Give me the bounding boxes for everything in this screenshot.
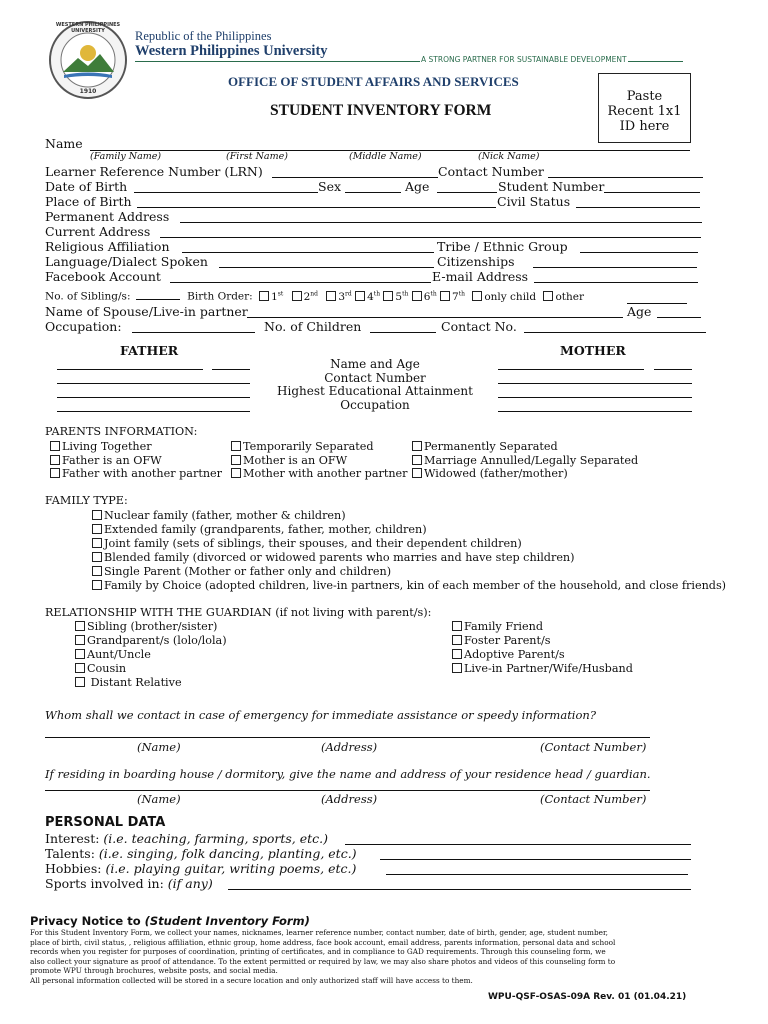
- nick-name-sublabel: (Nick Name): [478, 151, 540, 162]
- parents-info-option[interactable]: Mother is an OFW: [231, 454, 408, 468]
- checkbox[interactable]: [543, 291, 553, 301]
- checkbox[interactable]: [92, 524, 102, 534]
- emergency-contact-label: (Contact Number): [540, 740, 647, 754]
- seal-text: WESTERN PHILIPPINES UNIVERSITY: [55, 22, 121, 34]
- birth-order-2-option[interactable]: 2nd: [292, 291, 318, 303]
- emergency-address-label: (Address): [321, 740, 378, 754]
- emergency-name-label: (Name): [137, 740, 181, 754]
- privacy-body: [30, 928, 742, 986]
- family-type-option[interactable]: Single Parent (Mother or father only and children): [92, 565, 726, 579]
- permanent-address-field[interactable]: [180, 222, 702, 223]
- birth-order-4-option[interactable]: 4th: [355, 291, 380, 303]
- photo-box: [598, 73, 691, 143]
- privacy-line: promote WPU through brochures, website posts, and social media.: [30, 966, 278, 976]
- university-seal: [48, 20, 128, 100]
- family-type-option[interactable]: Nuclear family (father, mother & children): [92, 509, 726, 523]
- citizenship-field[interactable]: [533, 267, 697, 268]
- tagline: A STRONG PARTNER FOR SUSTAINABLE DEVELOPMENT: [421, 55, 627, 64]
- seal-year: 1910: [79, 88, 97, 95]
- parent-occupation-label: Occupation: [340, 398, 410, 413]
- boarding-contact-label: (Contact Number): [540, 792, 647, 806]
- checkbox[interactable]: [75, 635, 85, 645]
- checkbox[interactable]: [472, 291, 482, 301]
- privacy-line: For this Student Inventory Form, we collect your names, nicknames, learner reference number, contact number, date of birth, gender, age, student number,: [30, 928, 608, 937]
- checkbox[interactable]: [412, 455, 422, 465]
- university-name: Western Philippines University: [135, 43, 328, 59]
- siblings-label: No. of Sibling/s:: [45, 290, 131, 303]
- language-label: Language/Dialect Spoken: [45, 254, 208, 269]
- spouse-label: Name of Spouse/Live-in partner: [45, 304, 248, 319]
- birth-order-6-option[interactable]: 6th: [412, 291, 437, 303]
- family-type-option[interactable]: Family by Choice (adopted children, live-in partners, kin of each member of the household, and close friends): [92, 579, 726, 593]
- guardian-title: RELATIONSHIP WITH THE GUARDIAN (if not living with parent/s):: [45, 606, 432, 619]
- privacy-line: All personal information collected will be stored in a secure location and only authorized staff will have access to them.: [30, 975, 473, 985]
- republic-line: Republic of the Philippines: [135, 29, 272, 43]
- guardian-option[interactable]: Cousin: [75, 662, 227, 676]
- father-occupation-field[interactable]: [57, 411, 250, 412]
- birth-order-1-option[interactable]: 1st: [259, 291, 283, 303]
- emergency-question: Whom shall we contact in case of emergency for immediate assistance or speedy information?: [45, 708, 596, 722]
- parents-info-title: PARENTS INFORMATION:: [45, 425, 198, 438]
- siblings-row: [45, 290, 584, 303]
- boarding-name-label: (Name): [137, 792, 181, 806]
- office-title: OFFICE OF STUDENT AFFAIRS AND SERVICES: [228, 74, 519, 89]
- talents-row: Talents: (i.e. singing, folk dancing, planting, etc.): [45, 846, 357, 861]
- boarding-address-label: (Address): [321, 792, 378, 806]
- father-heading: FATHER: [120, 343, 179, 358]
- parent-contact-label: Contact Number: [324, 370, 426, 385]
- sex-label: Sex: [318, 179, 342, 194]
- interest-row: Interest: (i.e. teaching, farming, sports, etc.): [45, 831, 329, 846]
- children-field[interactable]: [370, 332, 436, 333]
- father-name-field[interactable]: [57, 369, 203, 370]
- parents-info-option[interactable]: Mother with another partner: [231, 467, 408, 481]
- email-field[interactable]: [534, 282, 698, 283]
- mother-education-field[interactable]: [498, 397, 692, 398]
- guardian-col1: [75, 620, 227, 690]
- guardian-col2: [452, 620, 633, 676]
- name-label: Name: [45, 136, 83, 151]
- parents-info-option[interactable]: Father is an OFW: [50, 454, 222, 468]
- family-name-sublabel: (Family Name): [90, 151, 162, 162]
- parents-info-option[interactable]: Living Together: [50, 440, 222, 454]
- sports-field[interactable]: [228, 889, 691, 890]
- guardian-option[interactable]: Grandparent/s (lolo/lola): [75, 634, 227, 648]
- mother-age-field[interactable]: [654, 369, 692, 370]
- checkbox[interactable]: [452, 649, 462, 659]
- checkbox[interactable]: [326, 291, 336, 301]
- student-number-label: Student Number: [498, 179, 605, 194]
- pob-field[interactable]: [137, 207, 496, 208]
- civil-status-label: Civil Status: [497, 194, 571, 209]
- form-title: STUDENT INVENTORY FORM: [270, 102, 492, 119]
- checkbox[interactable]: [92, 580, 102, 590]
- facebook-field[interactable]: [170, 282, 431, 283]
- photo-box-line: ID here: [619, 119, 670, 134]
- guardian-option[interactable]: Adoptive Parent/s: [452, 648, 633, 662]
- current-address-field[interactable]: [160, 237, 701, 238]
- form-code: WPU-QSF-OSAS-09A Rev. 01 (01.04.21): [488, 992, 687, 1002]
- parents-info-option[interactable]: Marriage Annulled/Legally Separated: [412, 454, 638, 468]
- guardian-option[interactable]: Family Friend: [452, 620, 633, 634]
- father-education-field[interactable]: [57, 397, 250, 398]
- parents-info-col2: [231, 440, 408, 481]
- family-type-title: FAMILY TYPE:: [45, 494, 128, 507]
- occupation-field[interactable]: [132, 332, 255, 333]
- interest-field[interactable]: [345, 844, 691, 845]
- mother-name-field[interactable]: [498, 369, 644, 370]
- checkbox[interactable]: [75, 663, 85, 673]
- student-number-field[interactable]: [604, 192, 700, 193]
- photo-box-line: Paste: [626, 89, 663, 104]
- children-label: No. of Children: [264, 319, 362, 334]
- checkbox[interactable]: [412, 441, 422, 451]
- dob-label: Date of Birth: [45, 179, 128, 194]
- checkbox[interactable]: [355, 291, 365, 301]
- sex-field[interactable]: [345, 192, 401, 193]
- only-child-option[interactable]: only child: [472, 291, 536, 303]
- civil-status-field[interactable]: [576, 207, 700, 208]
- current-address-label: Current Address: [45, 224, 151, 239]
- hobbies-row: Hobbies: (i.e. playing guitar, writing poems, etc.): [45, 861, 357, 876]
- spouse-age-field[interactable]: [657, 317, 701, 318]
- checkbox[interactable]: [75, 649, 85, 659]
- spouse-contact-field[interactable]: [524, 332, 706, 333]
- tribe-field[interactable]: [580, 252, 698, 253]
- name-and-age-label: Name and Age: [330, 357, 420, 371]
- photo-box-line: Recent 1x1: [607, 104, 682, 119]
- boarding-question: If residing in boarding house / dormitory, give the name and address of your residence head / guardian.: [45, 767, 651, 781]
- checkbox[interactable]: [452, 621, 462, 631]
- parents-info-col1: [50, 440, 222, 481]
- tribe-label: Tribe / Ethnic Group: [437, 239, 568, 254]
- guardian-option[interactable]: Foster Parent/s: [452, 634, 633, 648]
- privacy-title: Privacy Notice to (Student Inventory Form): [30, 914, 310, 928]
- spouse-contact-label: Contact No.: [441, 319, 517, 334]
- privacy-line: place of birth, civil status, , religious affiliation, ethnic group, home address, face book account, email address, parents information, personal data and school: [30, 937, 616, 947]
- privacy-line: also collect your signature as proof of attendance. To the extent permitted or required by law, we may also share photos and videos of this counseling form to: [30, 956, 616, 966]
- age-label: Age: [405, 179, 430, 194]
- spouse-field[interactable]: [247, 317, 623, 318]
- siblings-field[interactable]: [136, 299, 180, 300]
- citizenship-label: Citizenships: [437, 254, 515, 269]
- birth-order-7-option[interactable]: 7th: [440, 291, 465, 303]
- education-label: Highest Educational Attainment: [277, 384, 473, 399]
- other-option[interactable]: other: [543, 291, 584, 303]
- religion-field[interactable]: [182, 252, 434, 253]
- dob-field[interactable]: [134, 192, 318, 193]
- checkbox[interactable]: [231, 468, 241, 478]
- lrn-field[interactable]: [272, 177, 438, 178]
- checkbox[interactable]: [383, 291, 393, 301]
- parents-info-option[interactable]: Temporarily Separated: [231, 440, 408, 454]
- personal-data-title: PERSONAL DATA: [45, 815, 166, 830]
- language-field[interactable]: [219, 267, 434, 268]
- checkbox[interactable]: [231, 441, 241, 451]
- emergency-field[interactable]: [45, 737, 650, 738]
- checkbox[interactable]: [259, 291, 269, 301]
- checkbox[interactable]: [50, 441, 60, 451]
- guardian-option[interactable]: Live-in Partner/Wife/Husband: [452, 662, 633, 676]
- facebook-label: Facebook Account: [45, 269, 161, 284]
- birth-order-5-option[interactable]: 5th: [383, 291, 408, 303]
- privacy-line: records when you register for purposes of coordination, printing of certificates, and in compliance to GAD requirements. Through this counseling form, we: [30, 947, 606, 957]
- lrn-label: Learner Reference Number (LRN): [45, 164, 263, 179]
- checkbox[interactable]: [452, 635, 462, 645]
- age-field[interactable]: [437, 192, 497, 193]
- contact-number-label: Contact Number: [438, 164, 544, 179]
- checkbox[interactable]: [412, 468, 422, 478]
- checkbox[interactable]: [50, 468, 60, 478]
- checkbox[interactable]: [92, 566, 102, 576]
- pob-label: Place of Birth: [45, 194, 132, 209]
- parents-info-option[interactable]: Widowed (father/mother): [412, 467, 638, 481]
- father-contact-field[interactable]: [57, 383, 250, 384]
- guardian-option[interactable]: Distant Relative: [75, 676, 227, 690]
- checkbox[interactable]: [75, 677, 85, 687]
- family-type-option[interactable]: Joint family (sets of siblings, their spouses, and their dependent children): [92, 537, 726, 551]
- checkbox[interactable]: [440, 291, 450, 301]
- checkbox[interactable]: [292, 291, 302, 301]
- contact-number-field[interactable]: [548, 177, 703, 178]
- father-age-field[interactable]: [212, 369, 250, 370]
- email-label: E-mail Address: [432, 269, 529, 284]
- checkbox[interactable]: [231, 455, 241, 465]
- birth-order-3-option[interactable]: 3rd: [326, 291, 351, 303]
- checkbox[interactable]: [92, 510, 102, 520]
- family-type-list: [92, 509, 726, 592]
- parents-info-option[interactable]: Permanently Separated: [412, 440, 638, 454]
- guardian-option[interactable]: Sibling (brother/sister): [75, 620, 227, 634]
- sports-row: Sports involved in: (if any): [45, 876, 213, 891]
- checkbox[interactable]: [452, 663, 462, 673]
- mother-occupation-field[interactable]: [498, 411, 692, 412]
- first-name-sublabel: (First Name): [226, 151, 288, 162]
- family-type-option[interactable]: Blended family (divorced or widowed parents who marries and have step children): [92, 551, 726, 565]
- checkbox[interactable]: [92, 552, 102, 562]
- checkbox[interactable]: [412, 291, 422, 301]
- religion-label: Religious Affiliation: [45, 239, 170, 254]
- guardian-option[interactable]: Aunt/Uncle: [75, 648, 227, 662]
- boarding-field[interactable]: [45, 790, 650, 791]
- parent-row-labels: [260, 358, 490, 413]
- spouse-age-label: Age: [627, 304, 652, 319]
- hobbies-field[interactable]: [386, 874, 688, 875]
- parents-info-option[interactable]: Father with another partner: [50, 467, 222, 481]
- middle-name-sublabel: (Middle Name): [349, 151, 422, 162]
- birth-order-options: [259, 291, 584, 303]
- permanent-address-label: Permanent Address: [45, 209, 170, 224]
- parents-info-col3: [412, 440, 638, 481]
- occupation-label: Occupation:: [45, 319, 122, 334]
- checkbox[interactable]: [50, 455, 60, 465]
- mother-heading: MOTHER: [560, 343, 626, 358]
- talents-field[interactable]: [380, 859, 691, 860]
- mother-contact-field[interactable]: [498, 383, 692, 384]
- family-type-option[interactable]: Extended family (grandparents, father, mother, children): [92, 523, 726, 537]
- checkbox[interactable]: [92, 538, 102, 548]
- birth-order-label: Birth Order:: [187, 290, 253, 303]
- checkbox[interactable]: [75, 621, 85, 631]
